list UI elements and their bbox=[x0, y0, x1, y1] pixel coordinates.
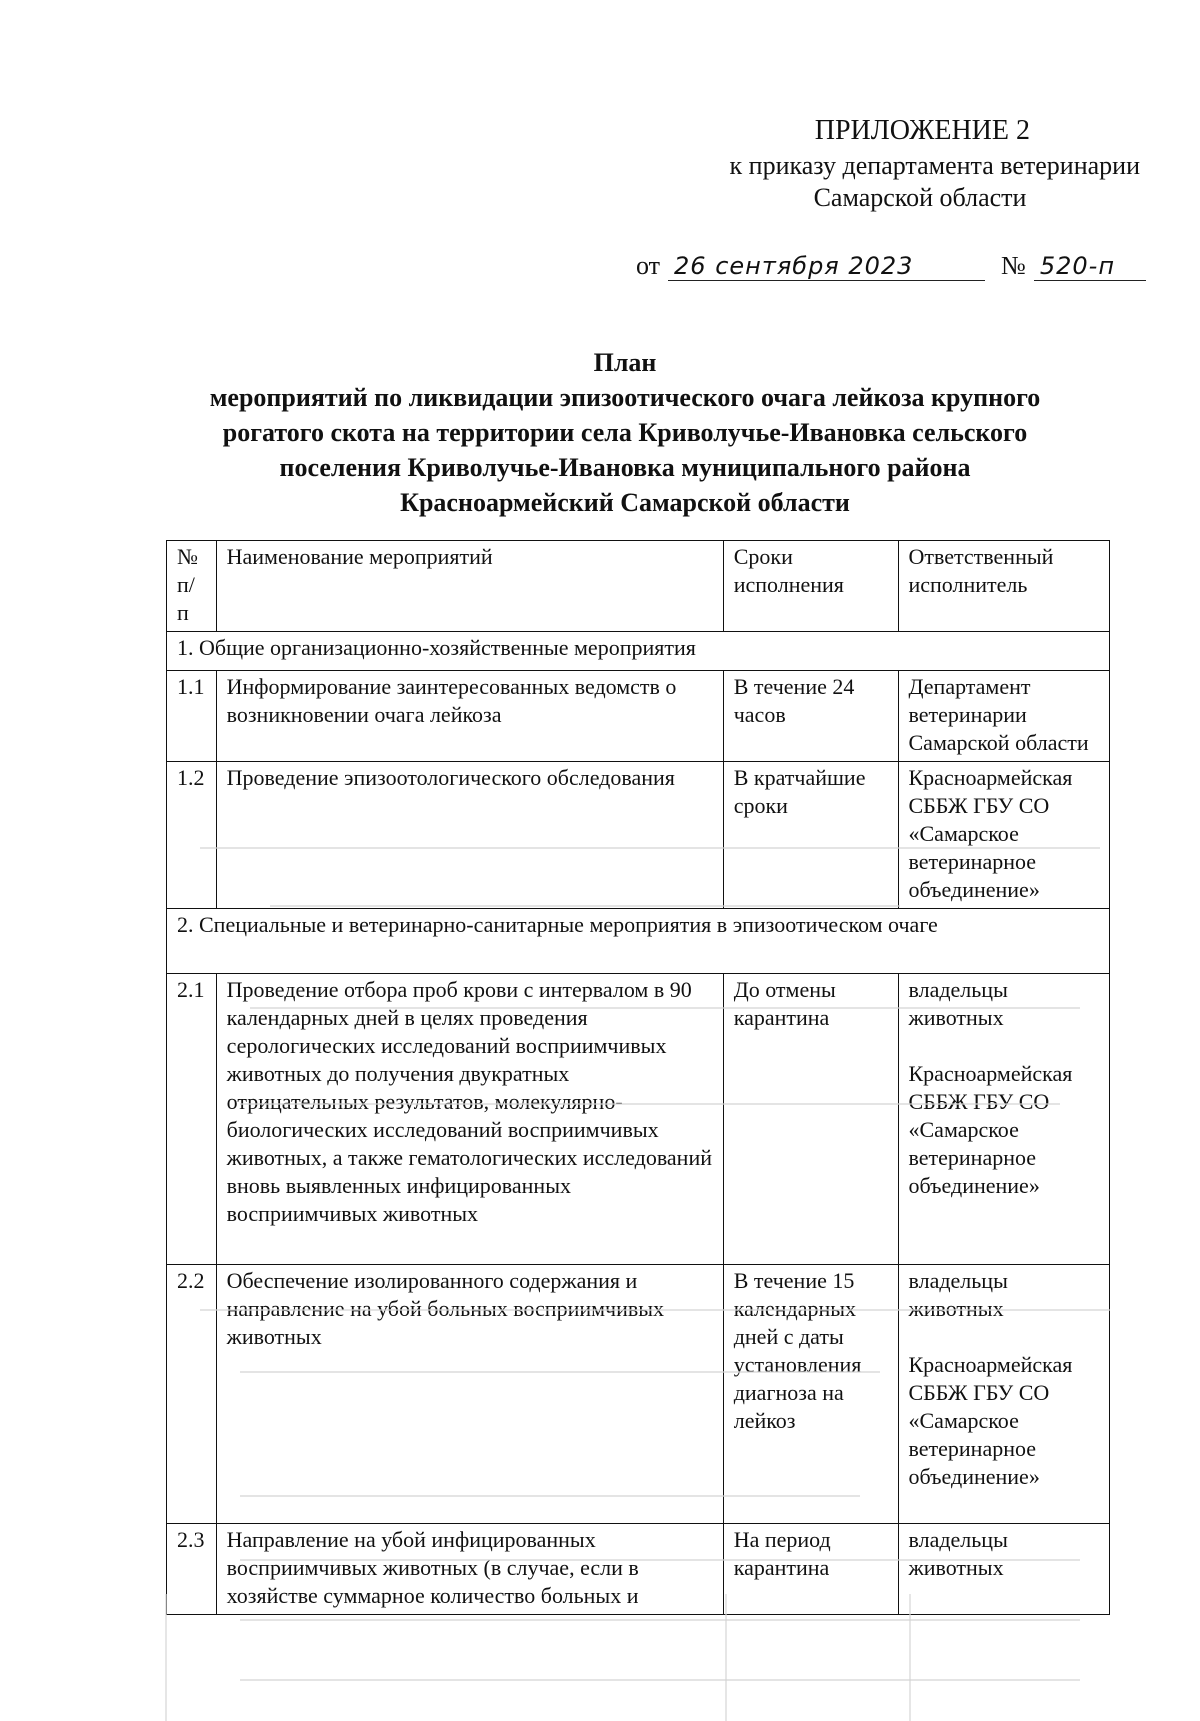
section-row-1 bbox=[167, 632, 1110, 671]
row-name: Обеспечение изолированного содержания и направление на убой больных восприимчивых животных bbox=[216, 1265, 723, 1524]
order-reference-line2: Самарской области bbox=[813, 183, 1027, 212]
table-row bbox=[167, 1524, 1110, 1615]
header-responsible: Ответственный исполнитель bbox=[898, 541, 1110, 632]
header-term: Сроки исполнения bbox=[723, 541, 898, 632]
from-label: от bbox=[636, 251, 661, 280]
row-name: Проведение эпизоотологического обследования bbox=[216, 762, 723, 909]
row-name: Проведение отбора проб крови с интервалом в 90 календарных дней в целях проведения серологических исследований восприимчивых животных до получения двукратных отрицательных результатов, молекулярно-биологических исследований восприимчивых животных, а также гематологических исследований вновь выявленных инфицированных восприимчивых животных bbox=[216, 974, 723, 1265]
plan-title-line3: рогатого скота на территории села Криволучье-Ивановка сельского bbox=[222, 418, 1028, 447]
row-responsible-secondary: Красноармейская СББЖ ГБУ СО «Самарское ветеринарное объединение» bbox=[908, 1061, 1073, 1198]
plan-title-line1: План bbox=[593, 348, 657, 377]
row-term: В течение 24 часов bbox=[723, 671, 898, 762]
row-name: Информирование заинтересованных ведомств о возникновении очага лейкоза bbox=[216, 671, 723, 762]
row-responsible-secondary: Красноармейская СББЖ ГБУ СО «Самарское ветеринарное объединение» bbox=[908, 1352, 1073, 1489]
order-number-handwritten: 520-п bbox=[1034, 252, 1146, 281]
row-num: 2.3 bbox=[167, 1524, 217, 1615]
row-num: 2.1 bbox=[167, 974, 217, 1265]
appendix-label: ПРИЛОЖЕНИЕ 2 bbox=[814, 115, 1030, 146]
order-reference-line1: к приказу департамента ветеринарии bbox=[729, 151, 1140, 180]
row-responsible-primary: владельцы животных bbox=[908, 1268, 1008, 1321]
table-row bbox=[167, 974, 1110, 1265]
table-row bbox=[167, 762, 1110, 909]
row-term: До отмены карантина bbox=[723, 974, 898, 1265]
header-num: № п/п bbox=[167, 541, 217, 632]
row-responsible: Красноармейская СББЖ ГБУ СО «Самарское ветеринарное объединение» bbox=[898, 762, 1110, 909]
section-title-1: 1. Общие организационно-хозяйственные мероприятия bbox=[167, 632, 1110, 671]
row-num: 1.1 bbox=[167, 671, 217, 762]
row-responsible bbox=[898, 974, 1110, 1265]
section-row-2 bbox=[167, 909, 1110, 974]
table-header-row bbox=[167, 541, 1110, 632]
order-date-row bbox=[636, 250, 1146, 282]
row-name: Направление на убой инфицированных восприимчивых животных (в случае, если в хозяйстве суммарное количество больных и bbox=[216, 1524, 723, 1615]
header-name: Наименование мероприятий bbox=[216, 541, 723, 632]
order-date-handwritten: 26 сентября 2023 bbox=[668, 252, 985, 281]
section-title-2: 2. Специальные и ветеринарно-санитарные мероприятия в эпизоотическом очаге bbox=[167, 909, 1110, 974]
plan-title-line5: Красноармейский Самарской области bbox=[400, 488, 850, 517]
row-responsible bbox=[898, 1265, 1110, 1524]
row-responsible: Департамент ветеринарии Самарской области bbox=[898, 671, 1110, 762]
row-num: 1.2 bbox=[167, 762, 217, 909]
row-num: 2.2 bbox=[167, 1265, 217, 1524]
row-term: В кратчайшие сроки bbox=[723, 762, 898, 909]
row-term: В течение 15 календарных дней с даты установления диагноза на лейкоз bbox=[723, 1265, 898, 1524]
row-responsible-primary: владельцы животных bbox=[908, 977, 1008, 1030]
row-responsible: владельцы животных bbox=[898, 1524, 1110, 1615]
table-row bbox=[167, 1265, 1110, 1524]
plan-title-line4: поселения Криволучье-Ивановка муниципального района bbox=[279, 453, 971, 482]
plan-title-line2: мероприятий по ликвидации эпизоотического очага лейкоза крупного bbox=[209, 383, 1041, 412]
number-label: № bbox=[1001, 251, 1026, 280]
plan-title bbox=[160, 345, 1090, 520]
row-term: На период карантина bbox=[723, 1524, 898, 1615]
table-row bbox=[167, 671, 1110, 762]
plan-table bbox=[166, 540, 1110, 1615]
